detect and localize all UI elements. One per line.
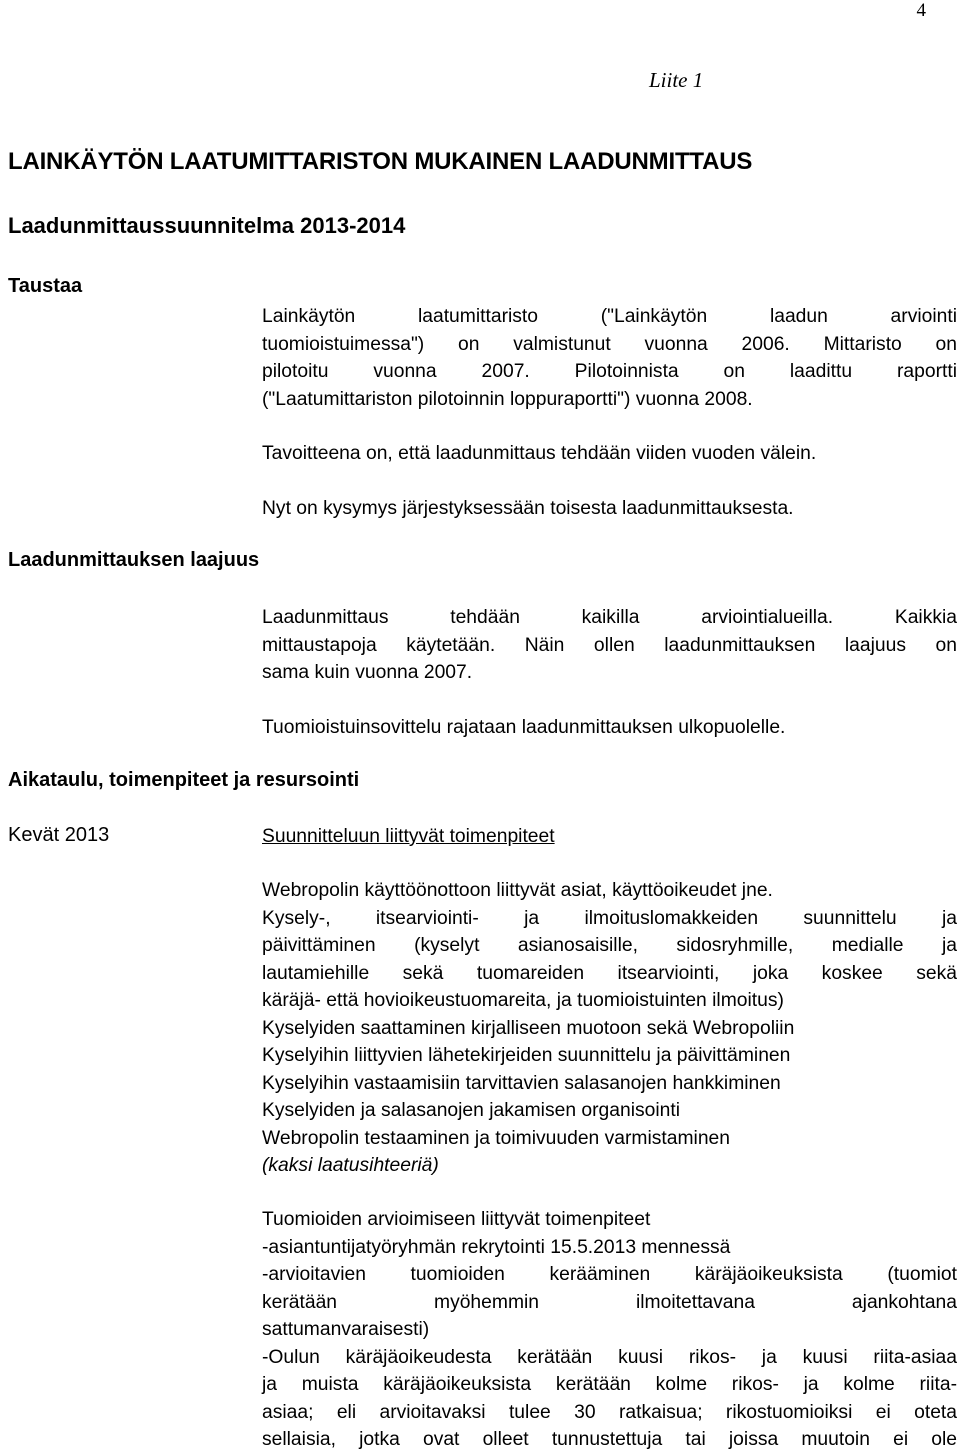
taustaa-paragraph-3: Nyt on kysymys järjestyksessään toisesta laadunmittauksesta.	[262, 498, 794, 519]
block-heading: Tuomioiden arvioimiseen liittyvät toimenpiteet	[262, 1209, 651, 1230]
planning-heading: Suunnitteluun liittyvät toimenpiteet	[262, 826, 555, 847]
section-label-aikataulu: Aikataulu, toimenpiteet ja resursointi	[8, 769, 360, 791]
section-label-taustaa: Taustaa	[8, 275, 83, 297]
text-line: pilotoitu vuonna 2007. Pilotoinnista on laadittu raportti	[262, 361, 957, 382]
text-line: asiaa; eli arvioitavaksi tulee 30 ratkaisua; rikostuomioiksi ei oteta	[262, 1401, 957, 1423]
text-line: sellaisia, jotka ovat olleet tunnustettuja tai joissa muutoin ei ole	[262, 1429, 957, 1450]
text-line: Laadunmittaus tehdään kaikilla arviointialueilla. Kaikkia	[262, 607, 957, 628]
text-line: päivittäminen (kyselyt asianosaisille, sidosryhmille, medialle ja	[262, 935, 957, 956]
period-label: Kevät 2013	[8, 824, 110, 846]
text-line: -Oulun käräjäoikeudesta kerätään kuusi rikos- ja kuusi riita-asiaa	[262, 1346, 957, 1368]
text-line: ja muista käräjäoikeuksista kerätään kolme rikos- ja kolme riita-	[262, 1374, 957, 1395]
planning-block	[262, 877, 957, 1180]
laajuus-paragraph-1	[262, 604, 957, 687]
text-line: Kyselyiden ja salasanojen jakamisen organisointi	[262, 1100, 681, 1121]
text-line: Lainkäytön laatumittaristo ("Lainkäytön laadun arviointi	[262, 306, 957, 327]
text-line: tuomioistuimessa") on valmistunut vuonna 2006. Mittaristo on	[262, 333, 957, 355]
taustaa-paragraph-1	[262, 303, 957, 413]
taustaa-paragraph-2: Tavoitteena on, että laadunmittaus tehdään viiden vuoden välein.	[262, 443, 817, 464]
text-line: ("Laatumittariston pilotoinnin loppuraportti") vuonna 2008.	[262, 388, 753, 410]
text-line: -asiantuntijatyöryhmän rekrytointi 15.5.2013 mennessä	[262, 1236, 731, 1258]
text-line: mittaustapoja käytetään. Näin ollen laadunmittauksen laajuus on	[262, 634, 957, 656]
text-line: Kyselyiden saattaminen kirjalliseen muotoon sekä Webropoliin	[262, 1017, 795, 1039]
text-line: Kyselyihin vastaamisiin tarvittavien salasanojen hankkiminen	[262, 1072, 781, 1094]
page-number: 4	[916, 0, 926, 21]
text-line: käräjä- että hovioikeustuomareita, ja tuomioistuinten ilmoitus)	[262, 990, 784, 1011]
text-line: -arvioitavien tuomioiden kerääminen käräjäoikeuksista (tuomiot	[262, 1264, 957, 1285]
document-subtitle: Laadunmittaussuunnitelma 2013-2014	[8, 213, 406, 238]
laajuus-paragraph-2: Tuomioistuinsovittelu rajataan laadunmittauksen ulkopuolelle.	[262, 717, 786, 738]
text-line: Kysely-, itsearviointi- ja ilmoituslomakkeiden suunnittelu ja	[262, 907, 957, 929]
text-line: lautamiehille sekä tuomareiden itsearviointi, joka koskee sekä	[262, 962, 957, 984]
text-line: Webropolin testaaminen ja toimivuuden varmistaminen	[262, 1127, 730, 1149]
document-title: LAINKÄYTÖN LAATUMITTARISTON MUKAINEN LAADUNMITTAUS	[8, 148, 753, 175]
text-line: (kaksi laatusihteeriä)	[262, 1155, 439, 1176]
appendix-label: Liite 1	[649, 68, 704, 92]
judgment-evaluation-block	[262, 1206, 957, 1454]
text-line: Webropolin käyttöönottoon liittyvät asiat, käyttöoikeudet jne.	[262, 880, 773, 901]
text-line: Kyselyihin liittyvien lähetekirjeiden suunnittelu ja päivittäminen	[262, 1045, 791, 1066]
text-line: sattumanvaraisesti)	[262, 1319, 430, 1340]
text-line: kerätään myöhemmin ilmoitettavana ajankohtana	[262, 1291, 957, 1313]
text-line: sama kuin vuonna 2007.	[262, 662, 473, 683]
section-label-laajuus: Laadunmittauksen laajuus	[8, 549, 260, 571]
